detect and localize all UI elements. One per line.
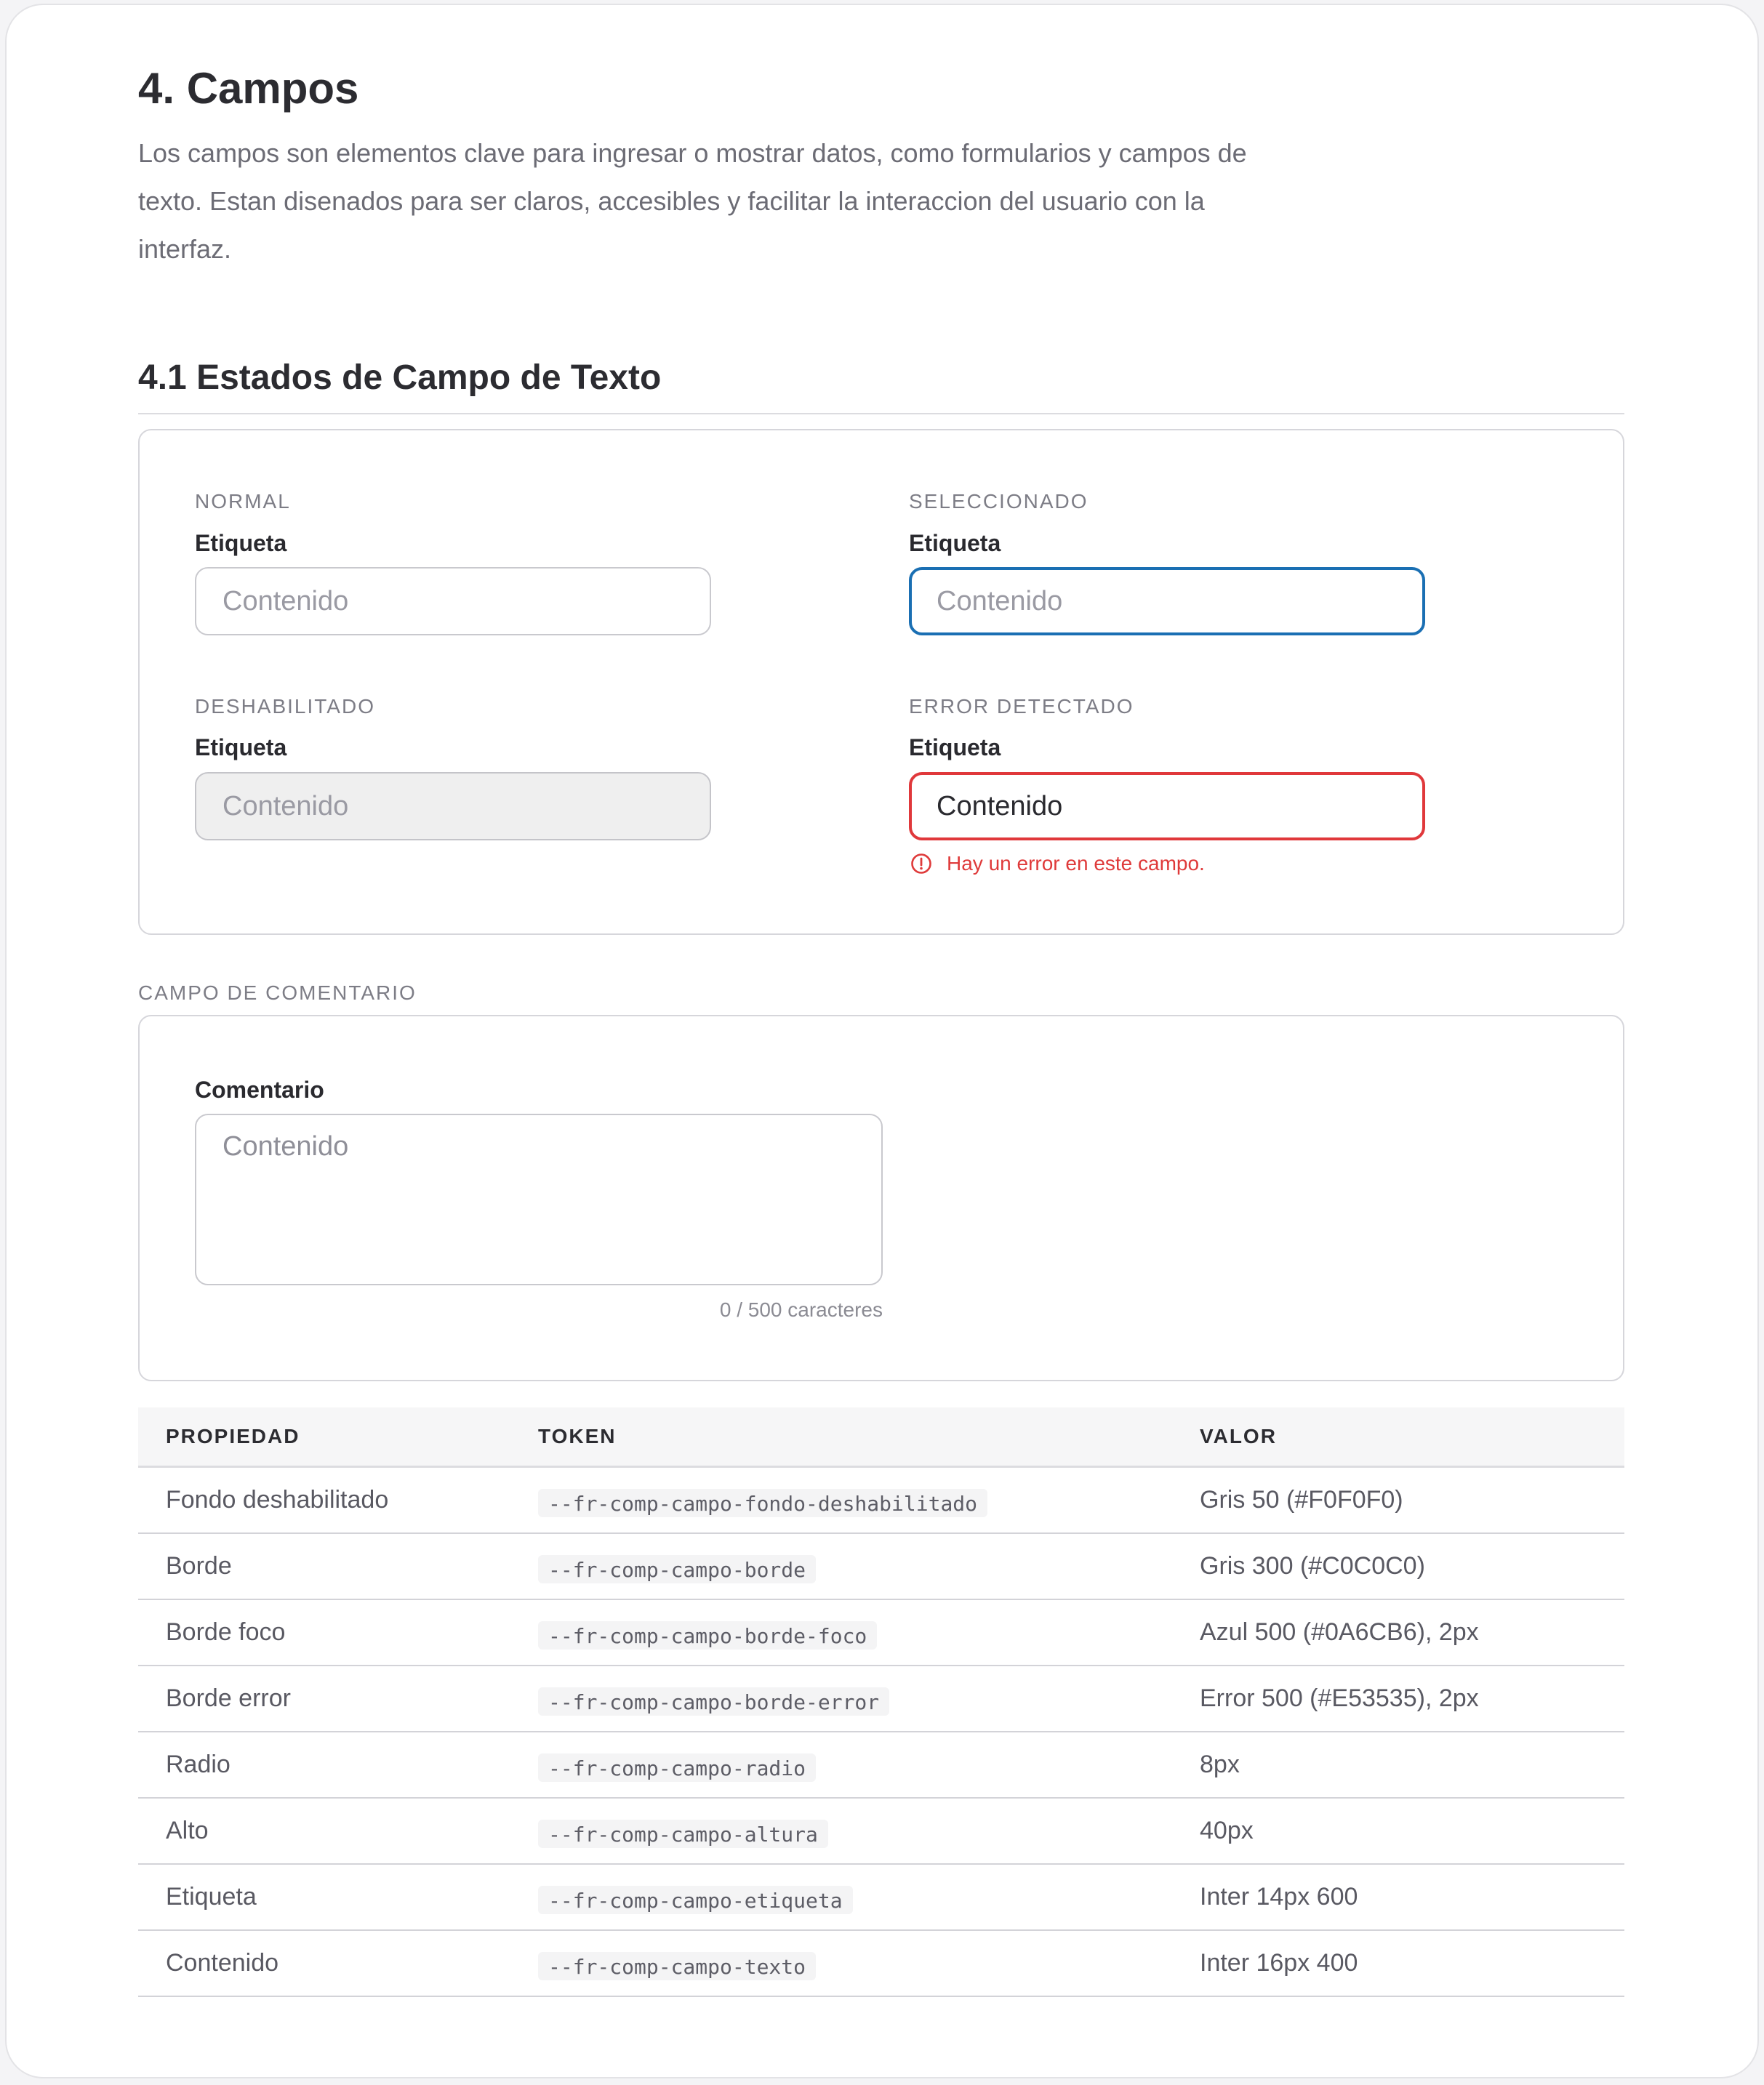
field-label-error: Etiqueta bbox=[909, 734, 1001, 760]
cell-token bbox=[510, 1930, 1172, 1996]
cell-token bbox=[510, 1864, 1172, 1930]
error-message-text: Hay un error en este campo. bbox=[947, 852, 1205, 875]
cell-property: Borde error bbox=[138, 1666, 510, 1732]
cell-value: 8px bbox=[1172, 1732, 1624, 1798]
comment-textarea[interactable] bbox=[195, 1114, 883, 1285]
section-divider bbox=[138, 413, 1624, 414]
cell-value: Azul 500 (#0A6CB6), 2px bbox=[1172, 1599, 1624, 1666]
token-code: --fr-comp-campo-texto bbox=[538, 1952, 816, 1980]
cell-property: Fondo deshabilitado bbox=[138, 1467, 510, 1534]
cell-token bbox=[510, 1666, 1172, 1732]
page-title: 4. Campos bbox=[138, 64, 359, 113]
cell-token bbox=[510, 1599, 1172, 1666]
table-row bbox=[138, 1533, 1624, 1599]
token-code: --fr-comp-campo-etiqueta bbox=[538, 1886, 853, 1914]
table-row bbox=[138, 1666, 1624, 1732]
cell-property: Etiqueta bbox=[138, 1864, 510, 1930]
field-placeholder: Contenido bbox=[937, 585, 1063, 616]
table-row bbox=[138, 1798, 1624, 1864]
alert-circle-icon bbox=[910, 853, 932, 875]
cell-property: Radio bbox=[138, 1732, 510, 1798]
column-header-token: TOKEN bbox=[510, 1407, 1172, 1467]
text-field-selected[interactable] bbox=[909, 567, 1425, 635]
cell-token bbox=[510, 1798, 1172, 1864]
cell-value: 40px bbox=[1172, 1798, 1624, 1864]
cell-token bbox=[510, 1533, 1172, 1599]
column-header-value: VALOR bbox=[1172, 1407, 1624, 1467]
state-caption-error: ERROR DETECTADO bbox=[909, 695, 1134, 718]
table-row bbox=[138, 1732, 1624, 1798]
state-caption-disabled: DESHABILITADO bbox=[195, 695, 375, 718]
section-title: 4.1 Estados de Campo de Texto bbox=[138, 358, 662, 397]
cell-property: Borde foco bbox=[138, 1599, 510, 1666]
character-counter: 0 / 500 caracteres bbox=[719, 1298, 883, 1321]
error-message bbox=[910, 852, 1205, 875]
text-field-error[interactable] bbox=[909, 772, 1425, 840]
page-intro: Los campos son elementos clave para ingresar o mostrar datos, como formularios y campos de texto. Estan disenados para ser claros, accesibles y facilitar la interaccion del usuario con la interfaz. bbox=[138, 138, 1247, 264]
cell-property: Alto bbox=[138, 1798, 510, 1864]
field-placeholder: Contenido bbox=[222, 790, 349, 821]
state-caption-normal: NORMAL bbox=[195, 490, 291, 513]
table-header-row bbox=[138, 1407, 1624, 1467]
comment-caption: CAMPO DE COMENTARIO bbox=[138, 981, 417, 1004]
states-panel bbox=[138, 429, 1624, 935]
cell-value: Inter 16px 400 bbox=[1172, 1930, 1624, 1996]
column-header-property: PROPIEDAD bbox=[138, 1407, 510, 1467]
table-row bbox=[138, 1930, 1624, 1996]
table-row bbox=[138, 1599, 1624, 1666]
cell-value: Gris 50 (#F0F0F0) bbox=[1172, 1467, 1624, 1534]
state-caption-selected: SELECCIONADO bbox=[909, 490, 1089, 513]
token-code: --fr-comp-campo-borde bbox=[538, 1555, 816, 1583]
textarea-placeholder: Contenido bbox=[222, 1131, 349, 1162]
comment-label: Comentario bbox=[195, 1077, 324, 1103]
token-code: --fr-comp-campo-borde-error bbox=[538, 1687, 889, 1716]
cell-value: Inter 14px 600 bbox=[1172, 1864, 1624, 1930]
token-code: --fr-comp-campo-altura bbox=[538, 1820, 828, 1848]
token-code: --fr-comp-campo-radio bbox=[538, 1753, 816, 1782]
text-field-normal[interactable] bbox=[195, 567, 711, 635]
cell-property: Borde bbox=[138, 1533, 510, 1599]
cell-value: Error 500 (#E53535), 2px bbox=[1172, 1666, 1624, 1732]
cell-token bbox=[510, 1732, 1172, 1798]
text-field-disabled bbox=[195, 772, 711, 840]
cell-value: Gris 300 (#C0C0C0) bbox=[1172, 1533, 1624, 1599]
cell-property: Contenido bbox=[138, 1930, 510, 1996]
cell-token bbox=[510, 1467, 1172, 1534]
field-value: Contenido bbox=[937, 790, 1063, 821]
field-label-disabled: Etiqueta bbox=[195, 734, 287, 760]
token-code: --fr-comp-campo-borde-foco bbox=[538, 1621, 877, 1650]
properties-table bbox=[138, 1407, 1624, 1997]
table-row bbox=[138, 1467, 1624, 1534]
field-label-normal: Etiqueta bbox=[195, 530, 287, 556]
table-row bbox=[138, 1864, 1624, 1930]
field-label-selected: Etiqueta bbox=[909, 530, 1001, 556]
field-placeholder: Contenido bbox=[222, 585, 349, 616]
token-code: --fr-comp-campo-fondo-deshabilitado bbox=[538, 1489, 987, 1517]
